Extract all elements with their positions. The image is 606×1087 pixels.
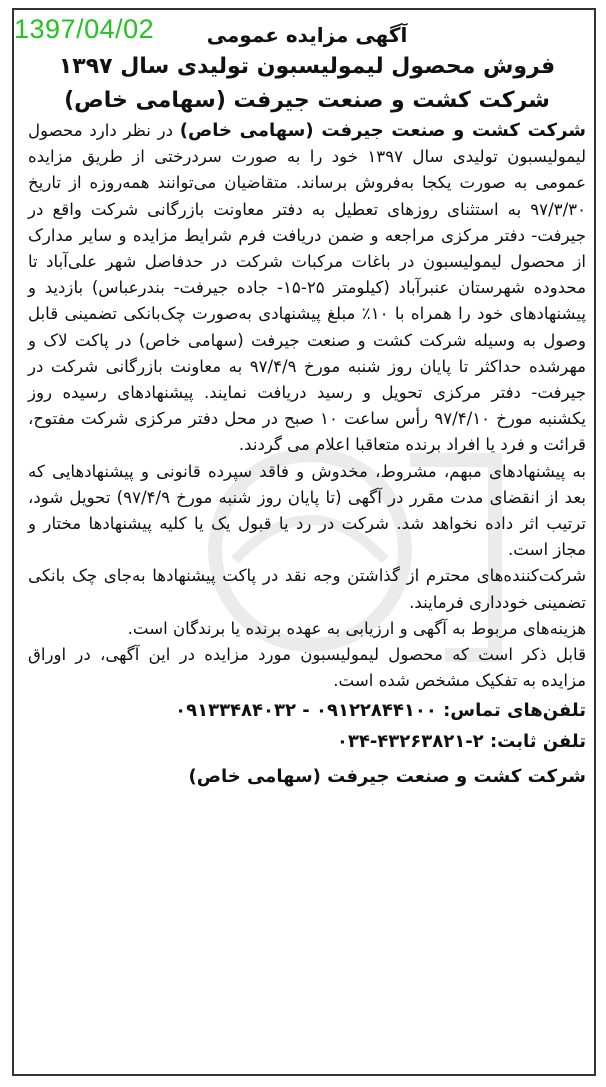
contact-landline-number: ۰۳۴-۴۳۲۶۳۸۲۱-۲ [336, 731, 484, 753]
notice-subtitle: فروش محصول لیمولیسبون تولیدی سال ۱۳۹۷ [58, 54, 556, 79]
paragraph-cash: شرکت‌کننده‌های محترم از گذاشتن وجه نقد در پاکت پیشنهادها به‌جای چک بانکی تضمینی خودداری فرمایند. [28, 566, 586, 612]
paragraph-note: قابل ذکر است که محصول لیمولیسبون مورد مزایده در این آگهی، در اوراق مزایده به تفکیک مشخص شده است. [28, 645, 586, 691]
contact-mobile-numbers: ۰۹۱۳۳۴۸۴۰۳۲ - ۰۹۱۲۲۸۴۴۱۰۰ [175, 700, 437, 722]
contact-landline [28, 727, 586, 756]
notice-title: آگهی مزایده عمومی [206, 23, 408, 47]
lead-company: شرکت کشت و صنعت جیرفت (سهامی خاص) [179, 120, 586, 141]
stamp-date: 1397/04/02 [14, 14, 155, 44]
contact-mobile [28, 696, 586, 725]
paragraph-costs: هزینه‌های مربوط به آگهی و ارزیابی به عهده برنده یا برندگان است. [127, 618, 586, 638]
signature-company: شرکت کشت و صنعت جیرفت (سهامی خاص) [188, 766, 586, 788]
paragraph-conditions: به پیشنهادهای مبهم، مشروط، مخدوش و فاقد سپرده قانونی و پیشنهادهایی که بعد از انقضای مدت مقرر در آگهی (تا پایان روز شنبه مورخ ۹۷/۴/۹) تحویل شود، ترتیب اثر داده نخواهد شد. شرکت در رد یا قبول یک یا کلیه پیشنهادها مختار و مجاز است. [28, 461, 586, 560]
auction-notice [28, 20, 586, 792]
paragraph-main-text: در نظر دارد محصول لیمولیسبون تولیدی سال ۱۳۹۷ خود را به صورت سردرختی از طریق مزایده عمومی به صورت یکجا به‌فروش برساند. متقاضیان می‌توانند همه‌روزه از تاریخ ۹۷/۳/۳۰ به استثنای روزهای تعطیل به دفتر معاونت بازرگانی شرکت واقع در جیرفت- دفتر مرکزی مراجعه و ضمن دریافت فرم شرایط مزایده و سایر مدارک از محصول لیمولیسبون در باغات مرکبات شرکت در حدفاصل شهر علی‌آباد تا محدوده شهرستان عنبرآباد (کیلومتر ۲۵-۱۵- جاده جیرفت- بندرعباس) بازدید و پیشنهادهای خود را همراه با ۱۰٪ مبلغ پیشنهادی به‌صورت چک‌بانکی تضمینی قابل وصول به وسیله شرکت کشت و صنعت جیرفت (سهامی خاص) در پاکت لاک و مهرشده حداکثر تا پایان روز شنبه مورخ ۹۷/۴/۹ به معاونت بازرگانی شرکت در جیرفت- دفتر مرکزی تحویل و رسید دریافت نمایند. پیشنهادهای رسیده روز یکشنبه مورخ ۹۷/۴/۱۰ رأس ساعت ۱۰ صبح در محل دفتر مرکزی شرکت مفتوح، قرائت و فرد یا افراد برنده متعاقبا اعلام می گردند. [28, 121, 587, 455]
paragraph-main [28, 118, 586, 459]
contact-mobile-label: تلفن‌های تماس: [443, 700, 586, 722]
contact-landline-label: تلفن ثابت: [489, 731, 586, 753]
company-heading: شرکت کشت و صنعت جیرفت (سهامی خاص) [64, 88, 550, 113]
